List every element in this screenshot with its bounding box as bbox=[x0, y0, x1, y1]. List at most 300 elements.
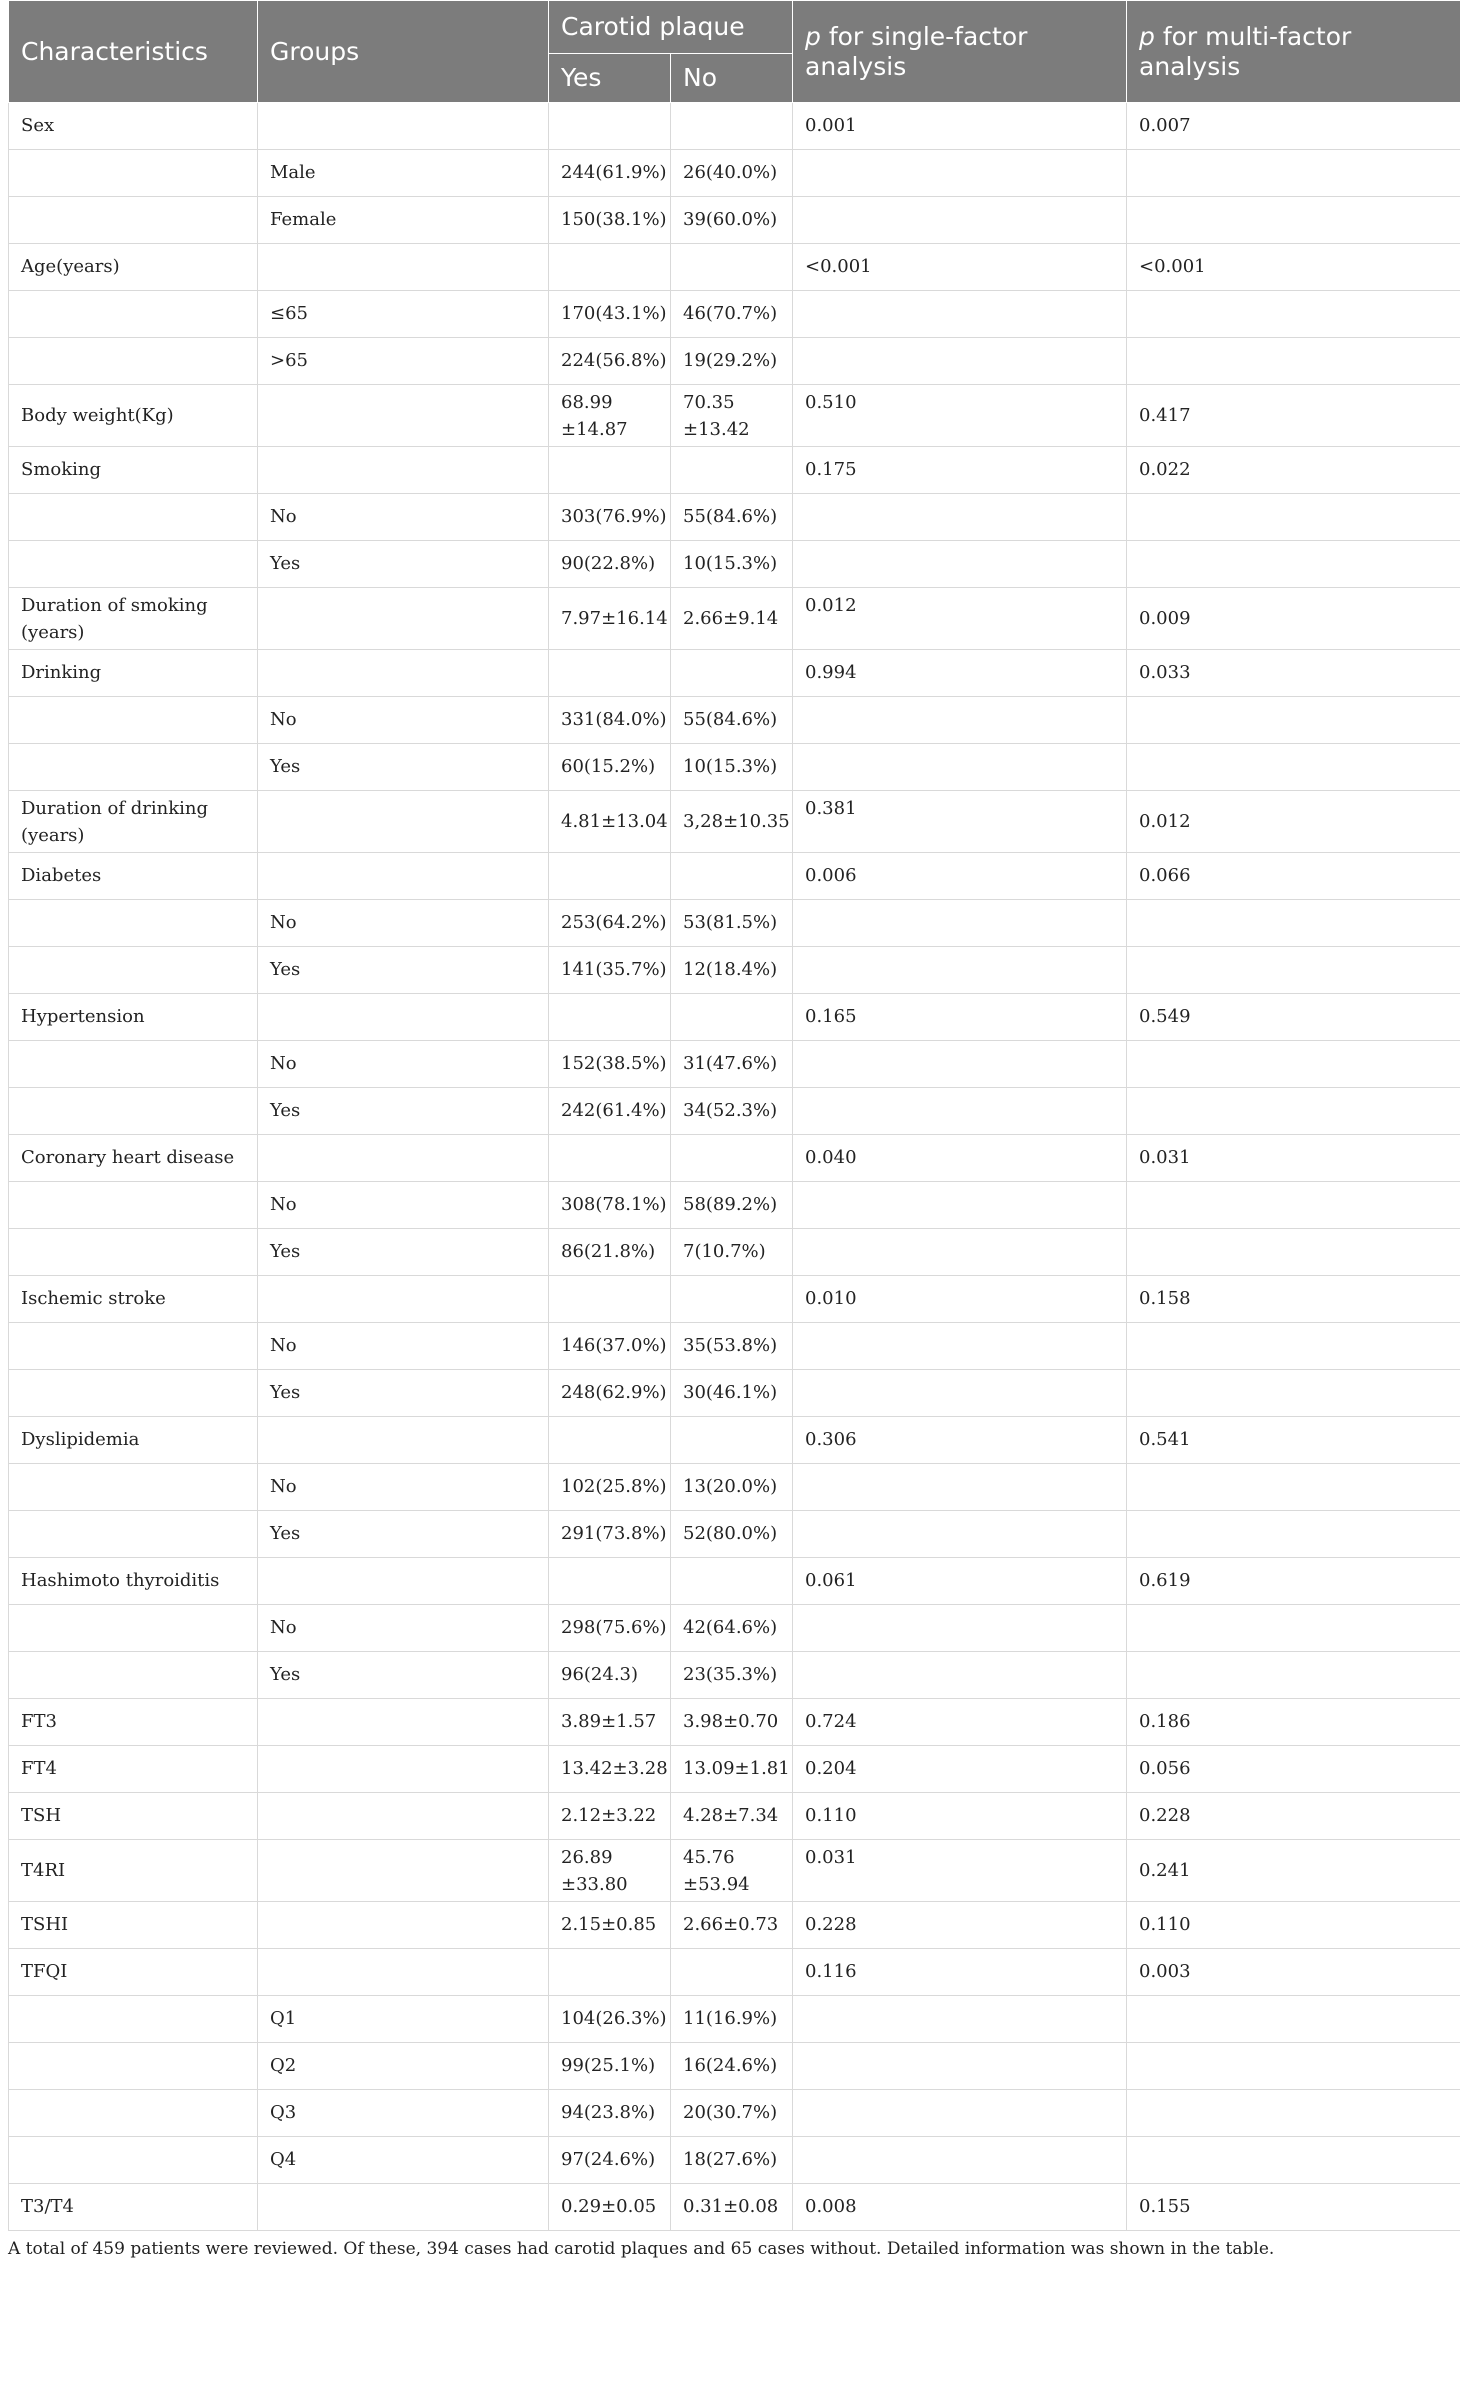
cell-characteristic: Sex bbox=[9, 103, 258, 150]
cell-group: Yes bbox=[258, 1511, 549, 1558]
cell-characteristic: Duration of drinking (years) bbox=[9, 791, 258, 853]
cell-p-single: 0.165 bbox=[793, 994, 1127, 1041]
table-row bbox=[9, 1041, 1460, 1088]
cell-group: >65 bbox=[258, 338, 549, 385]
cell-yes: 7.97±16.14 bbox=[549, 588, 671, 650]
characteristics-table bbox=[8, 0, 1460, 2231]
cell-characteristic: Drinking bbox=[9, 650, 258, 697]
cell-yes: 96(24.3) bbox=[549, 1652, 671, 1699]
cell-group: Female bbox=[258, 197, 549, 244]
cell-characteristic bbox=[9, 900, 258, 947]
cell-yes: 86(21.8%) bbox=[549, 1229, 671, 1276]
cell-p-multi bbox=[1127, 744, 1460, 791]
cell-p-multi: 0.007 bbox=[1127, 103, 1460, 150]
cell-yes: 3.89±1.57 bbox=[549, 1699, 671, 1746]
cell-group bbox=[258, 1840, 549, 1902]
table-row bbox=[9, 291, 1460, 338]
cell-p-single bbox=[793, 494, 1127, 541]
table-row bbox=[9, 744, 1460, 791]
cell-p-single bbox=[793, 2137, 1127, 2184]
cell-p-single: 0.116 bbox=[793, 1949, 1127, 1996]
cell-yes bbox=[549, 1135, 671, 1182]
cell-no bbox=[671, 1276, 793, 1323]
table-row bbox=[9, 1370, 1460, 1417]
cell-p-multi bbox=[1127, 197, 1460, 244]
cell-p-single: 0.040 bbox=[793, 1135, 1127, 1182]
cell-p-single: 0.994 bbox=[793, 650, 1127, 697]
cell-yes bbox=[549, 853, 671, 900]
cell-characteristic: Hashimoto thyroiditis bbox=[9, 1558, 258, 1605]
cell-group: No bbox=[258, 1464, 549, 1511]
cell-p-multi bbox=[1127, 2043, 1460, 2090]
cell-group bbox=[258, 1699, 549, 1746]
cell-p-multi: 0.033 bbox=[1127, 650, 1460, 697]
cell-p-single bbox=[793, 697, 1127, 744]
cell-p-multi: 0.031 bbox=[1127, 1135, 1460, 1182]
cell-yes: 141(35.7%) bbox=[549, 947, 671, 994]
cell-p-single: 0.010 bbox=[793, 1276, 1127, 1323]
table-row bbox=[9, 1182, 1460, 1229]
table-row bbox=[9, 2137, 1460, 2184]
cell-no bbox=[671, 103, 793, 150]
cell-no: 55(84.6%) bbox=[671, 697, 793, 744]
cell-p-single bbox=[793, 197, 1127, 244]
header-p-single bbox=[793, 1, 1127, 103]
cell-yes: 298(75.6%) bbox=[549, 1605, 671, 1652]
table-row bbox=[9, 1088, 1460, 1135]
cell-p-single bbox=[793, 1605, 1127, 1652]
cell-group bbox=[258, 1135, 549, 1182]
cell-group: No bbox=[258, 900, 549, 947]
cell-no: 10(15.3%) bbox=[671, 744, 793, 791]
cell-no: 18(27.6%) bbox=[671, 2137, 793, 2184]
cell-characteristic bbox=[9, 1182, 258, 1229]
cell-group bbox=[258, 1276, 549, 1323]
cell-p-single: 0.031 bbox=[793, 1840, 1127, 1902]
cell-group: Yes bbox=[258, 1370, 549, 1417]
cell-no: 39(60.0%) bbox=[671, 197, 793, 244]
table-row bbox=[9, 338, 1460, 385]
cell-yes: 4.81±13.04 bbox=[549, 791, 671, 853]
table-row bbox=[9, 1605, 1460, 1652]
cell-p-multi: 0.228 bbox=[1127, 1793, 1460, 1840]
table-row bbox=[9, 650, 1460, 697]
cell-p-multi bbox=[1127, 1996, 1460, 2043]
cell-characteristic: T4RI bbox=[9, 1840, 258, 1902]
cell-characteristic bbox=[9, 1605, 258, 1652]
cell-no: 53(81.5%) bbox=[671, 900, 793, 947]
cell-yes: 253(64.2%) bbox=[549, 900, 671, 947]
cell-no bbox=[671, 244, 793, 291]
table-footnote: A total of 459 patients were reviewed. Of these, 394 cases had carotid plaques and 65 cases without. Detailed information was shown in the table. bbox=[8, 2239, 1275, 2259]
table-row bbox=[9, 1793, 1460, 1840]
cell-group: Yes bbox=[258, 541, 549, 588]
cell-p-single: 0.012 bbox=[793, 588, 1127, 650]
cell-yes bbox=[549, 103, 671, 150]
cell-p-single: 0.061 bbox=[793, 1558, 1127, 1605]
cell-group bbox=[258, 385, 549, 447]
cell-group: Yes bbox=[258, 1088, 549, 1135]
cell-p-multi bbox=[1127, 1652, 1460, 1699]
header-characteristics: Characteristics bbox=[9, 1, 258, 103]
cell-characteristic bbox=[9, 1229, 258, 1276]
cell-no bbox=[671, 1135, 793, 1182]
cell-no: 58(89.2%) bbox=[671, 1182, 793, 1229]
cell-no: 70.35 ±13.42 bbox=[671, 385, 793, 447]
cell-yes: 244(61.9%) bbox=[549, 150, 671, 197]
cell-group: Yes bbox=[258, 947, 549, 994]
cell-yes: 0.29±0.05 bbox=[549, 2184, 671, 2231]
cell-group: Q1 bbox=[258, 1996, 549, 2043]
cell-p-multi bbox=[1127, 494, 1460, 541]
cell-p-single bbox=[793, 1229, 1127, 1276]
cell-p-multi: 0.549 bbox=[1127, 994, 1460, 1041]
cell-characteristic: FT4 bbox=[9, 1746, 258, 1793]
cell-p-single: 0.001 bbox=[793, 103, 1127, 150]
header-yes: Yes bbox=[549, 54, 671, 103]
cell-characteristic bbox=[9, 1041, 258, 1088]
cell-yes: 308(78.1%) bbox=[549, 1182, 671, 1229]
cell-p-multi: 0.009 bbox=[1127, 588, 1460, 650]
cell-group bbox=[258, 1746, 549, 1793]
cell-p-single: 0.381 bbox=[793, 791, 1127, 853]
cell-yes: 152(38.5%) bbox=[549, 1041, 671, 1088]
cell-p-multi: <0.001 bbox=[1127, 244, 1460, 291]
cell-group bbox=[258, 588, 549, 650]
cell-group: No bbox=[258, 494, 549, 541]
cell-group bbox=[258, 244, 549, 291]
table-row bbox=[9, 1840, 1460, 1902]
cell-yes: 26.89 ±33.80 bbox=[549, 1840, 671, 1902]
cell-characteristic bbox=[9, 1652, 258, 1699]
cell-characteristic: TFQI bbox=[9, 1949, 258, 1996]
cell-no bbox=[671, 994, 793, 1041]
cell-no: 2.66±0.73 bbox=[671, 1902, 793, 1949]
cell-characteristic bbox=[9, 1464, 258, 1511]
table-body bbox=[9, 103, 1460, 2231]
cell-no: 13.09±1.81 bbox=[671, 1746, 793, 1793]
table-row bbox=[9, 994, 1460, 1041]
cell-no bbox=[671, 447, 793, 494]
cell-group bbox=[258, 994, 549, 1041]
cell-p-single bbox=[793, 1511, 1127, 1558]
cell-group: Yes bbox=[258, 744, 549, 791]
cell-characteristic: TSH bbox=[9, 1793, 258, 1840]
cell-group: Q4 bbox=[258, 2137, 549, 2184]
cell-p-multi: 0.056 bbox=[1127, 1746, 1460, 1793]
cell-p-multi: 0.155 bbox=[1127, 2184, 1460, 2231]
cell-yes: 291(73.8%) bbox=[549, 1511, 671, 1558]
cell-group: No bbox=[258, 1041, 549, 1088]
cell-p-multi bbox=[1127, 150, 1460, 197]
cell-p-multi: 0.066 bbox=[1127, 853, 1460, 900]
cell-yes: 248(62.9%) bbox=[549, 1370, 671, 1417]
cell-no: 10(15.3%) bbox=[671, 541, 793, 588]
cell-yes: 13.42±3.28 bbox=[549, 1746, 671, 1793]
cell-p-single: 0.110 bbox=[793, 1793, 1127, 1840]
cell-p-multi: 0.003 bbox=[1127, 1949, 1460, 1996]
cell-characteristic: Ischemic stroke bbox=[9, 1276, 258, 1323]
cell-p-single bbox=[793, 2043, 1127, 2090]
cell-group bbox=[258, 853, 549, 900]
cell-no: 26(40.0%) bbox=[671, 150, 793, 197]
cell-p-multi: 0.186 bbox=[1127, 1699, 1460, 1746]
cell-p-single bbox=[793, 900, 1127, 947]
cell-group: Q3 bbox=[258, 2090, 549, 2137]
cell-no: 3,28±10.35 bbox=[671, 791, 793, 853]
cell-no: 0.31±0.08 bbox=[671, 2184, 793, 2231]
cell-no: 4.28±7.34 bbox=[671, 1793, 793, 1840]
cell-no: 30(46.1%) bbox=[671, 1370, 793, 1417]
cell-p-single bbox=[793, 541, 1127, 588]
header-p-single-italic: p bbox=[805, 21, 821, 51]
table-row bbox=[9, 588, 1460, 650]
cell-p-multi bbox=[1127, 947, 1460, 994]
cell-p-single bbox=[793, 338, 1127, 385]
table-row bbox=[9, 1135, 1460, 1182]
cell-group: No bbox=[258, 697, 549, 744]
cell-no bbox=[671, 1417, 793, 1464]
cell-group: Yes bbox=[258, 1652, 549, 1699]
cell-group bbox=[258, 1949, 549, 1996]
cell-p-multi: 0.417 bbox=[1127, 385, 1460, 447]
cell-no: 52(80.0%) bbox=[671, 1511, 793, 1558]
table-row bbox=[9, 2043, 1460, 2090]
cell-p-multi bbox=[1127, 900, 1460, 947]
cell-p-multi bbox=[1127, 338, 1460, 385]
cell-group bbox=[258, 103, 549, 150]
table-row bbox=[9, 1902, 1460, 1949]
cell-yes: 90(22.8%) bbox=[549, 541, 671, 588]
table-header bbox=[9, 1, 1460, 103]
cell-yes: 2.15±0.85 bbox=[549, 1902, 671, 1949]
cell-group bbox=[258, 447, 549, 494]
cell-characteristic: FT3 bbox=[9, 1699, 258, 1746]
table-row bbox=[9, 1746, 1460, 1793]
cell-yes bbox=[549, 1949, 671, 1996]
cell-yes: 2.12±3.22 bbox=[549, 1793, 671, 1840]
cell-no bbox=[671, 1558, 793, 1605]
cell-p-single bbox=[793, 1652, 1127, 1699]
cell-group: Q2 bbox=[258, 2043, 549, 2090]
cell-yes bbox=[549, 650, 671, 697]
table-row bbox=[9, 1417, 1460, 1464]
cell-p-multi: 0.012 bbox=[1127, 791, 1460, 853]
cell-characteristic: Diabetes bbox=[9, 853, 258, 900]
header-p-single-rest: for single-factor analysis bbox=[805, 21, 1028, 81]
cell-p-multi bbox=[1127, 697, 1460, 744]
cell-group bbox=[258, 791, 549, 853]
cell-p-single bbox=[793, 2090, 1127, 2137]
cell-yes: 104(26.3%) bbox=[549, 1996, 671, 2043]
table-container bbox=[8, 0, 1460, 2261]
cell-group: Male bbox=[258, 150, 549, 197]
cell-p-multi bbox=[1127, 1370, 1460, 1417]
table-row bbox=[9, 947, 1460, 994]
cell-p-multi bbox=[1127, 1088, 1460, 1135]
header-p-multi-rest: for multi-factor analysis bbox=[1139, 21, 1352, 81]
cell-p-single bbox=[793, 291, 1127, 338]
cell-characteristic bbox=[9, 1323, 258, 1370]
cell-yes: 97(24.6%) bbox=[549, 2137, 671, 2184]
cell-p-single: 0.008 bbox=[793, 2184, 1127, 2231]
table-row bbox=[9, 1276, 1460, 1323]
cell-p-multi: 0.110 bbox=[1127, 1902, 1460, 1949]
table-row bbox=[9, 244, 1460, 291]
cell-group bbox=[258, 1558, 549, 1605]
table-row bbox=[9, 494, 1460, 541]
cell-characteristic: Hypertension bbox=[9, 994, 258, 1041]
cell-characteristic bbox=[9, 291, 258, 338]
cell-no: 55(84.6%) bbox=[671, 494, 793, 541]
table-row bbox=[9, 791, 1460, 853]
cell-no: 23(35.3%) bbox=[671, 1652, 793, 1699]
table-row bbox=[9, 541, 1460, 588]
table-row bbox=[9, 1949, 1460, 1996]
cell-group bbox=[258, 2184, 549, 2231]
cell-no: 42(64.6%) bbox=[671, 1605, 793, 1652]
cell-characteristic: T3/T4 bbox=[9, 2184, 258, 2231]
cell-p-multi: 0.541 bbox=[1127, 1417, 1460, 1464]
cell-p-multi bbox=[1127, 1041, 1460, 1088]
cell-no: 7(10.7%) bbox=[671, 1229, 793, 1276]
table-row bbox=[9, 103, 1460, 150]
table-row bbox=[9, 447, 1460, 494]
cell-characteristic: Duration of smoking (years) bbox=[9, 588, 258, 650]
cell-yes: 242(61.4%) bbox=[549, 1088, 671, 1135]
cell-characteristic: Age(years) bbox=[9, 244, 258, 291]
cell-yes: 303(76.9%) bbox=[549, 494, 671, 541]
cell-no: 20(30.7%) bbox=[671, 2090, 793, 2137]
cell-characteristic bbox=[9, 2043, 258, 2090]
cell-yes bbox=[549, 1558, 671, 1605]
cell-p-multi bbox=[1127, 2090, 1460, 2137]
cell-p-multi bbox=[1127, 1464, 1460, 1511]
cell-p-single: 0.510 bbox=[793, 385, 1127, 447]
cell-p-multi bbox=[1127, 1323, 1460, 1370]
cell-characteristic: TSHI bbox=[9, 1902, 258, 1949]
cell-p-single bbox=[793, 1041, 1127, 1088]
cell-p-single bbox=[793, 1370, 1127, 1417]
table-row bbox=[9, 385, 1460, 447]
cell-characteristic: Dyslipidemia bbox=[9, 1417, 258, 1464]
cell-group bbox=[258, 1902, 549, 1949]
cell-no: 46(70.7%) bbox=[671, 291, 793, 338]
cell-p-single: 0.006 bbox=[793, 853, 1127, 900]
cell-p-multi bbox=[1127, 291, 1460, 338]
cell-p-multi bbox=[1127, 1229, 1460, 1276]
cell-p-single: 0.204 bbox=[793, 1746, 1127, 1793]
cell-p-single bbox=[793, 1182, 1127, 1229]
header-groups: Groups bbox=[258, 1, 549, 103]
cell-p-multi bbox=[1127, 2137, 1460, 2184]
cell-no: 12(18.4%) bbox=[671, 947, 793, 994]
cell-characteristic bbox=[9, 2137, 258, 2184]
table-row bbox=[9, 1558, 1460, 1605]
cell-p-single: 0.175 bbox=[793, 447, 1127, 494]
cell-no bbox=[671, 853, 793, 900]
cell-p-single: 0.724 bbox=[793, 1699, 1127, 1746]
cell-no: 45.76 ±53.94 bbox=[671, 1840, 793, 1902]
cell-group: ≤65 bbox=[258, 291, 549, 338]
cell-characteristic bbox=[9, 494, 258, 541]
cell-no: 16(24.6%) bbox=[671, 2043, 793, 2090]
cell-yes bbox=[549, 994, 671, 1041]
cell-group: Yes bbox=[258, 1229, 549, 1276]
cell-yes bbox=[549, 447, 671, 494]
cell-yes: 102(25.8%) bbox=[549, 1464, 671, 1511]
table-row bbox=[9, 1511, 1460, 1558]
cell-yes: 146(37.0%) bbox=[549, 1323, 671, 1370]
cell-p-multi: 0.241 bbox=[1127, 1840, 1460, 1902]
cell-p-single bbox=[793, 1464, 1127, 1511]
cell-p-single bbox=[793, 1996, 1127, 2043]
cell-characteristic bbox=[9, 150, 258, 197]
cell-group: No bbox=[258, 1182, 549, 1229]
cell-no: 31(47.6%) bbox=[671, 1041, 793, 1088]
header-no: No bbox=[671, 54, 793, 103]
cell-yes bbox=[549, 244, 671, 291]
cell-characteristic: Body weight(Kg) bbox=[9, 385, 258, 447]
cell-p-multi: 0.022 bbox=[1127, 447, 1460, 494]
cell-characteristic bbox=[9, 338, 258, 385]
cell-p-single bbox=[793, 1088, 1127, 1135]
table-row bbox=[9, 1699, 1460, 1746]
cell-yes bbox=[549, 1417, 671, 1464]
cell-group bbox=[258, 650, 549, 697]
cell-p-multi: 0.158 bbox=[1127, 1276, 1460, 1323]
cell-characteristic bbox=[9, 2090, 258, 2137]
cell-characteristic: Smoking bbox=[9, 447, 258, 494]
table-row bbox=[9, 1229, 1460, 1276]
cell-p-multi bbox=[1127, 1605, 1460, 1652]
cell-no bbox=[671, 650, 793, 697]
cell-no: 35(53.8%) bbox=[671, 1323, 793, 1370]
cell-yes: 170(43.1%) bbox=[549, 291, 671, 338]
cell-characteristic bbox=[9, 197, 258, 244]
table-row bbox=[9, 1996, 1460, 2043]
cell-yes: 150(38.1%) bbox=[549, 197, 671, 244]
cell-p-single bbox=[793, 150, 1127, 197]
cell-group: No bbox=[258, 1323, 549, 1370]
header-carotid-plaque: Carotid plaque bbox=[549, 1, 793, 54]
cell-yes: 60(15.2%) bbox=[549, 744, 671, 791]
cell-p-single bbox=[793, 947, 1127, 994]
cell-characteristic: Coronary heart disease bbox=[9, 1135, 258, 1182]
cell-no bbox=[671, 1949, 793, 1996]
table-row bbox=[9, 853, 1460, 900]
cell-p-multi bbox=[1127, 1511, 1460, 1558]
cell-characteristic bbox=[9, 744, 258, 791]
cell-no: 13(20.0%) bbox=[671, 1464, 793, 1511]
table-row bbox=[9, 197, 1460, 244]
table-row bbox=[9, 1652, 1460, 1699]
cell-p-single bbox=[793, 1323, 1127, 1370]
cell-yes: 224(56.8%) bbox=[549, 338, 671, 385]
cell-yes: 331(84.0%) bbox=[549, 697, 671, 744]
cell-no: 19(29.2%) bbox=[671, 338, 793, 385]
cell-p-single bbox=[793, 744, 1127, 791]
cell-yes bbox=[549, 1276, 671, 1323]
table-row bbox=[9, 900, 1460, 947]
table-row bbox=[9, 150, 1460, 197]
cell-p-single: 0.306 bbox=[793, 1417, 1127, 1464]
cell-yes: 94(23.8%) bbox=[549, 2090, 671, 2137]
cell-characteristic bbox=[9, 1370, 258, 1417]
cell-p-multi bbox=[1127, 1182, 1460, 1229]
cell-characteristic bbox=[9, 1996, 258, 2043]
cell-p-multi: 0.619 bbox=[1127, 1558, 1460, 1605]
